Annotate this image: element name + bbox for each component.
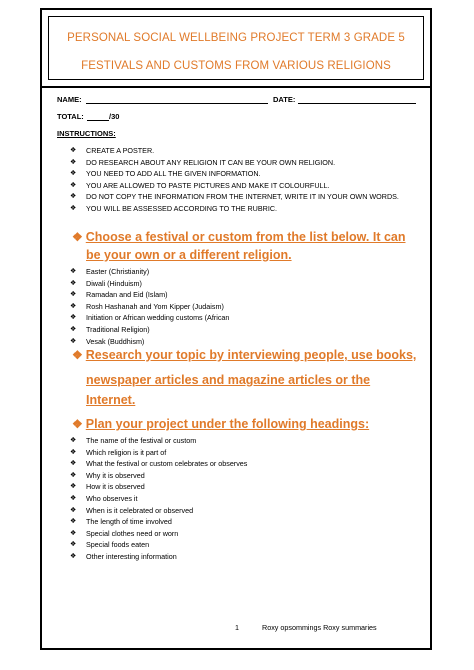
diamond-bullet-icon: ❖ <box>70 147 77 154</box>
diamond-bullet-icon: ❖ <box>70 302 77 310</box>
diamond-bullet-icon: ❖ <box>70 170 77 178</box>
footer-credit: Roxy opsommings Roxy summaries <box>262 623 377 632</box>
diamond-bullet-icon: ❖ <box>70 460 77 468</box>
diamond-bullet-icon: ❖ <box>70 337 77 345</box>
festival-item: ❖ Rosh Hashanah and Yom Kipper (Judaism) <box>70 301 224 311</box>
section2-heading-line-1: ❖ Research your topic by interviewing people, use books, <box>72 348 417 362</box>
diamond-bullet-icon: ❖ <box>70 325 77 333</box>
heading-item: ❖ Special clothes need or worn <box>70 528 179 538</box>
instruction-item: ❖ YOU NEED TO ADD ALL THE GIVEN INFORMATION. <box>70 169 261 179</box>
total-field-line[interactable] <box>87 120 109 121</box>
name-label: NAME: <box>57 95 82 104</box>
page-number: 1 <box>235 623 239 632</box>
diamond-bullet-icon: ❖ <box>70 204 77 212</box>
diamond-bullet-icon: ❖ <box>72 417 83 431</box>
section2-heading-line-3: Internet. <box>86 393 136 407</box>
total-label: TOTAL: <box>57 112 84 121</box>
festival-item: ❖ Initiation or African wedding customs (African <box>70 313 230 323</box>
festival-list <box>70 266 229 347</box>
diamond-bullet-icon: ❖ <box>70 158 77 166</box>
diamond-bullet-icon: ❖ <box>70 506 77 514</box>
diamond-bullet-icon: ❖ <box>70 483 77 491</box>
instruction-item: ❖ CREATE A POSTER. <box>70 146 155 155</box>
diamond-bullet-icon: ❖ <box>70 518 77 526</box>
diamond-bullet-icon: ❖ <box>70 291 77 299</box>
instructions-list <box>70 145 399 215</box>
diamond-bullet-icon: ❖ <box>70 279 77 287</box>
instructions-title: INSTRUCTIONS: <box>57 129 116 138</box>
section2-heading-line-2: newspaper articles and magazine articles or the <box>86 373 371 387</box>
instruction-item: ❖ YOU WILL BE ASSESSED ACCORDING TO THE RUBRIC. <box>70 203 278 213</box>
diamond-bullet-icon: ❖ <box>72 348 83 362</box>
festival-item: ❖ Easter (Christianity) <box>70 267 150 276</box>
date-label: DATE: <box>273 95 296 104</box>
festival-item: ❖ Diwali (Hinduism) <box>70 278 142 288</box>
heading-item: ❖ When is it celebrated or observed <box>70 505 194 515</box>
section1-heading-line-2: be your own or a different religion. <box>86 248 292 262</box>
instruction-item: ❖ YOU ARE ALLOWED TO PASTE PICTURES AND MAKE IT COLOURFULL. <box>70 180 330 190</box>
heading-item: ❖ How it is observed <box>70 482 145 492</box>
diamond-bullet-icon: ❖ <box>72 230 83 244</box>
diamond-bullet-icon: ❖ <box>70 268 77 275</box>
heading-item: ❖ Why it is observed <box>70 470 145 480</box>
heading-item: ❖ Who observes it <box>70 493 138 503</box>
diamond-bullet-icon: ❖ <box>70 448 77 456</box>
instruction-item: ❖ DO RESEARCH ABOUT ANY RELIGION IT CAN BE YOUR OWN RELIGION. <box>70 157 336 167</box>
festival-item: ❖ Vesak (Buddhism) <box>70 336 145 346</box>
diamond-bullet-icon: ❖ <box>70 494 77 502</box>
heading-item: ❖ Special foods eaten <box>70 540 150 550</box>
diamond-bullet-icon: ❖ <box>70 541 77 549</box>
title-line-2: FESTIVALS AND CUSTOMS FROM VARIOUS RELIGIONS <box>81 60 391 72</box>
name-field-line[interactable] <box>86 103 268 104</box>
festival-item: ❖ Traditional Religion) <box>70 324 150 334</box>
date-field-line[interactable] <box>298 103 416 104</box>
diamond-bullet-icon: ❖ <box>70 181 77 189</box>
section3-heading: ❖ Plan your project under the following headings: <box>72 417 370 431</box>
title-line-1: PERSONAL SOCIAL WELLBEING PROJECT TERM 3 GRADE 5 <box>67 32 405 44</box>
diamond-bullet-icon: ❖ <box>70 552 77 560</box>
heading-item: ❖ The name of the festival or custom <box>70 436 197 445</box>
instruction-item: ❖ DO NOT COPY THE INFORMATION FROM THE INTERNET, WRITE IT IN YOUR OWN WORDS. <box>70 192 399 202</box>
heading-item: ❖ Which religion is it part of <box>70 447 167 457</box>
heading-item: ❖ Other interesting information <box>70 551 177 561</box>
heading-item: ❖ What the festival or custom celebrates or observes <box>70 459 248 469</box>
festival-item: ❖ Ramadan and Eid (Islam) <box>70 290 168 300</box>
diamond-bullet-icon: ❖ <box>70 193 77 201</box>
title-box <box>40 8 432 88</box>
section1-heading-line-1: ❖ Choose a festival or custom from the list below. It can <box>72 230 406 244</box>
diamond-bullet-icon: ❖ <box>70 314 77 322</box>
total-suffix: /30 <box>109 112 120 121</box>
heading-item: ❖ The length of time involved <box>70 517 172 527</box>
diamond-bullet-icon: ❖ <box>70 471 77 479</box>
diamond-bullet-icon: ❖ <box>70 437 77 444</box>
diamond-bullet-icon: ❖ <box>70 529 77 537</box>
headings-list <box>70 435 247 563</box>
